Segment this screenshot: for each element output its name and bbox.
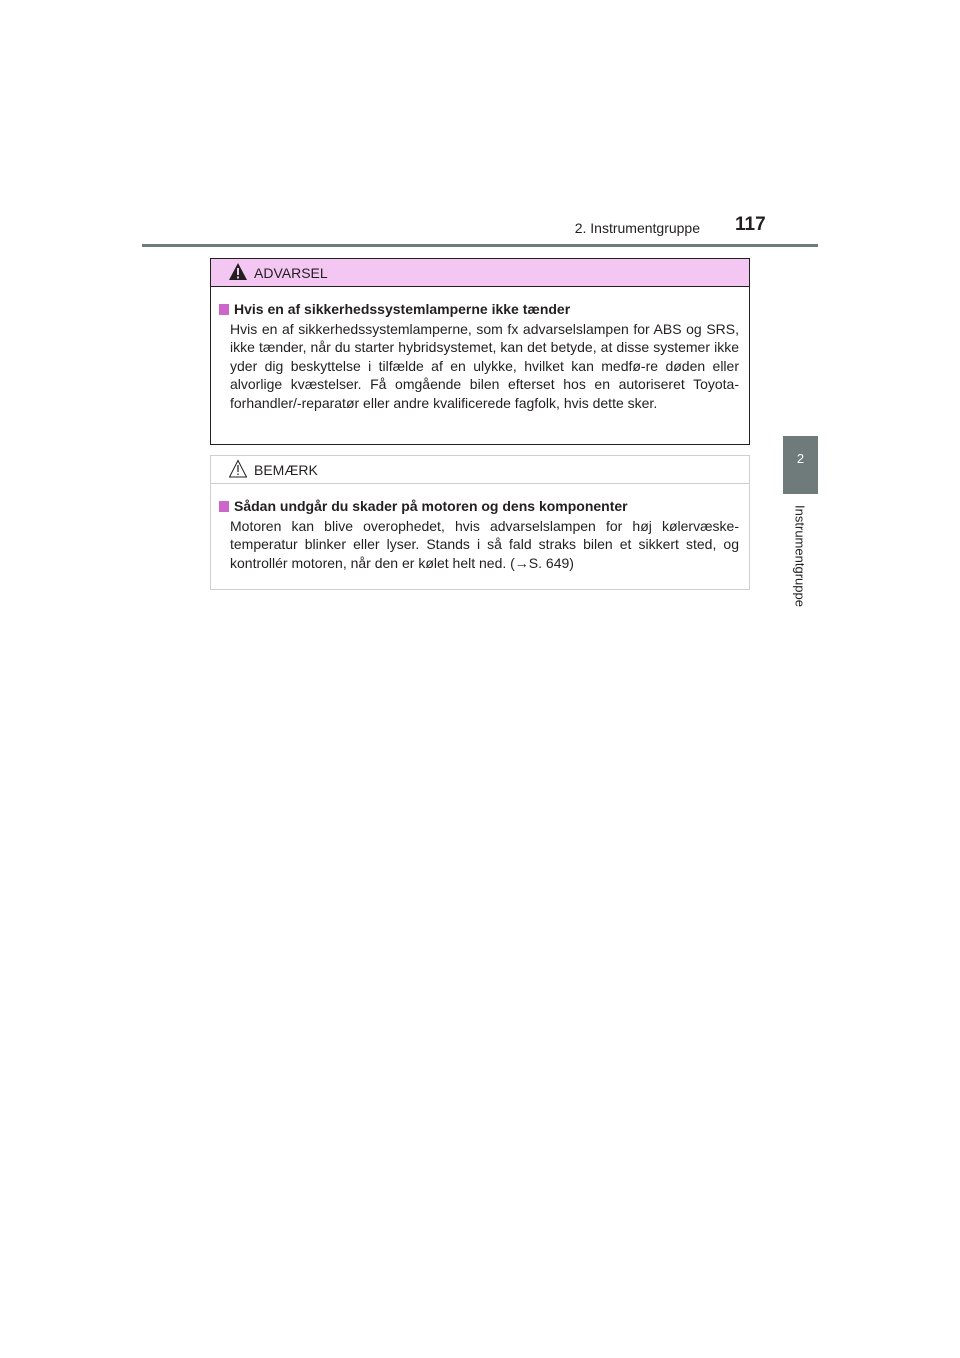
warning-item-text: Hvis en af sikkerhedssystemlamperne, som fx advarselslampen for ABS og SRS, ikke tænder, når du starter hybridsystemet, kan det betyde, at disse systemer ikke yder dig beskyttelse i tilfælde af en ulykke, hvilket kan medfø-re døden eller alvorlige kvæstelser. Få omgående bilen efterset hos en autoriseret Toyota-forhandler/-reparatør eller andre kvalificerede fagfolk, hvis dette sker. — [230, 321, 739, 411]
chapter-tab — [783, 436, 818, 494]
notice-triangle-icon — [228, 459, 248, 478]
warning-box — [210, 258, 750, 445]
warning-header — [211, 259, 749, 287]
warning-triangle-icon — [228, 262, 248, 281]
chapter-tab-label: Instrumentgruppe — [792, 505, 808, 607]
chapter-title: 2. Instrumentgruppe — [574, 220, 700, 236]
warning-label: ADVARSEL — [254, 265, 328, 281]
notice-item-text: Motoren kan blive overophedet, hvis advarselslampen for høj kølervæske-temperatur blinker eller lyser. Stands i så fald straks bilen et sikkert sted, og kontrollér motoren, når den er kølet helt ned. (→S. 649) — [230, 518, 739, 571]
page-number: 117 — [735, 214, 766, 235]
header-rule — [142, 244, 818, 247]
warning-body — [211, 287, 749, 412]
notice-title-text: Sådan undgår du skader på motoren og dens komponenter — [234, 498, 628, 514]
square-bullet-icon — [219, 501, 229, 512]
square-bullet-icon — [219, 304, 229, 315]
notice-label: BEMÆRK — [254, 462, 318, 478]
notice-header — [211, 456, 749, 484]
chapter-tab-number: 2 — [796, 451, 805, 466]
notice-item-title — [219, 496, 739, 516]
notice-body — [211, 484, 749, 572]
warning-title-text: Hvis en af sikkerhedssystemlamperne ikke tænder — [234, 301, 571, 317]
notice-box — [210, 455, 750, 590]
warning-item-title — [219, 299, 739, 319]
